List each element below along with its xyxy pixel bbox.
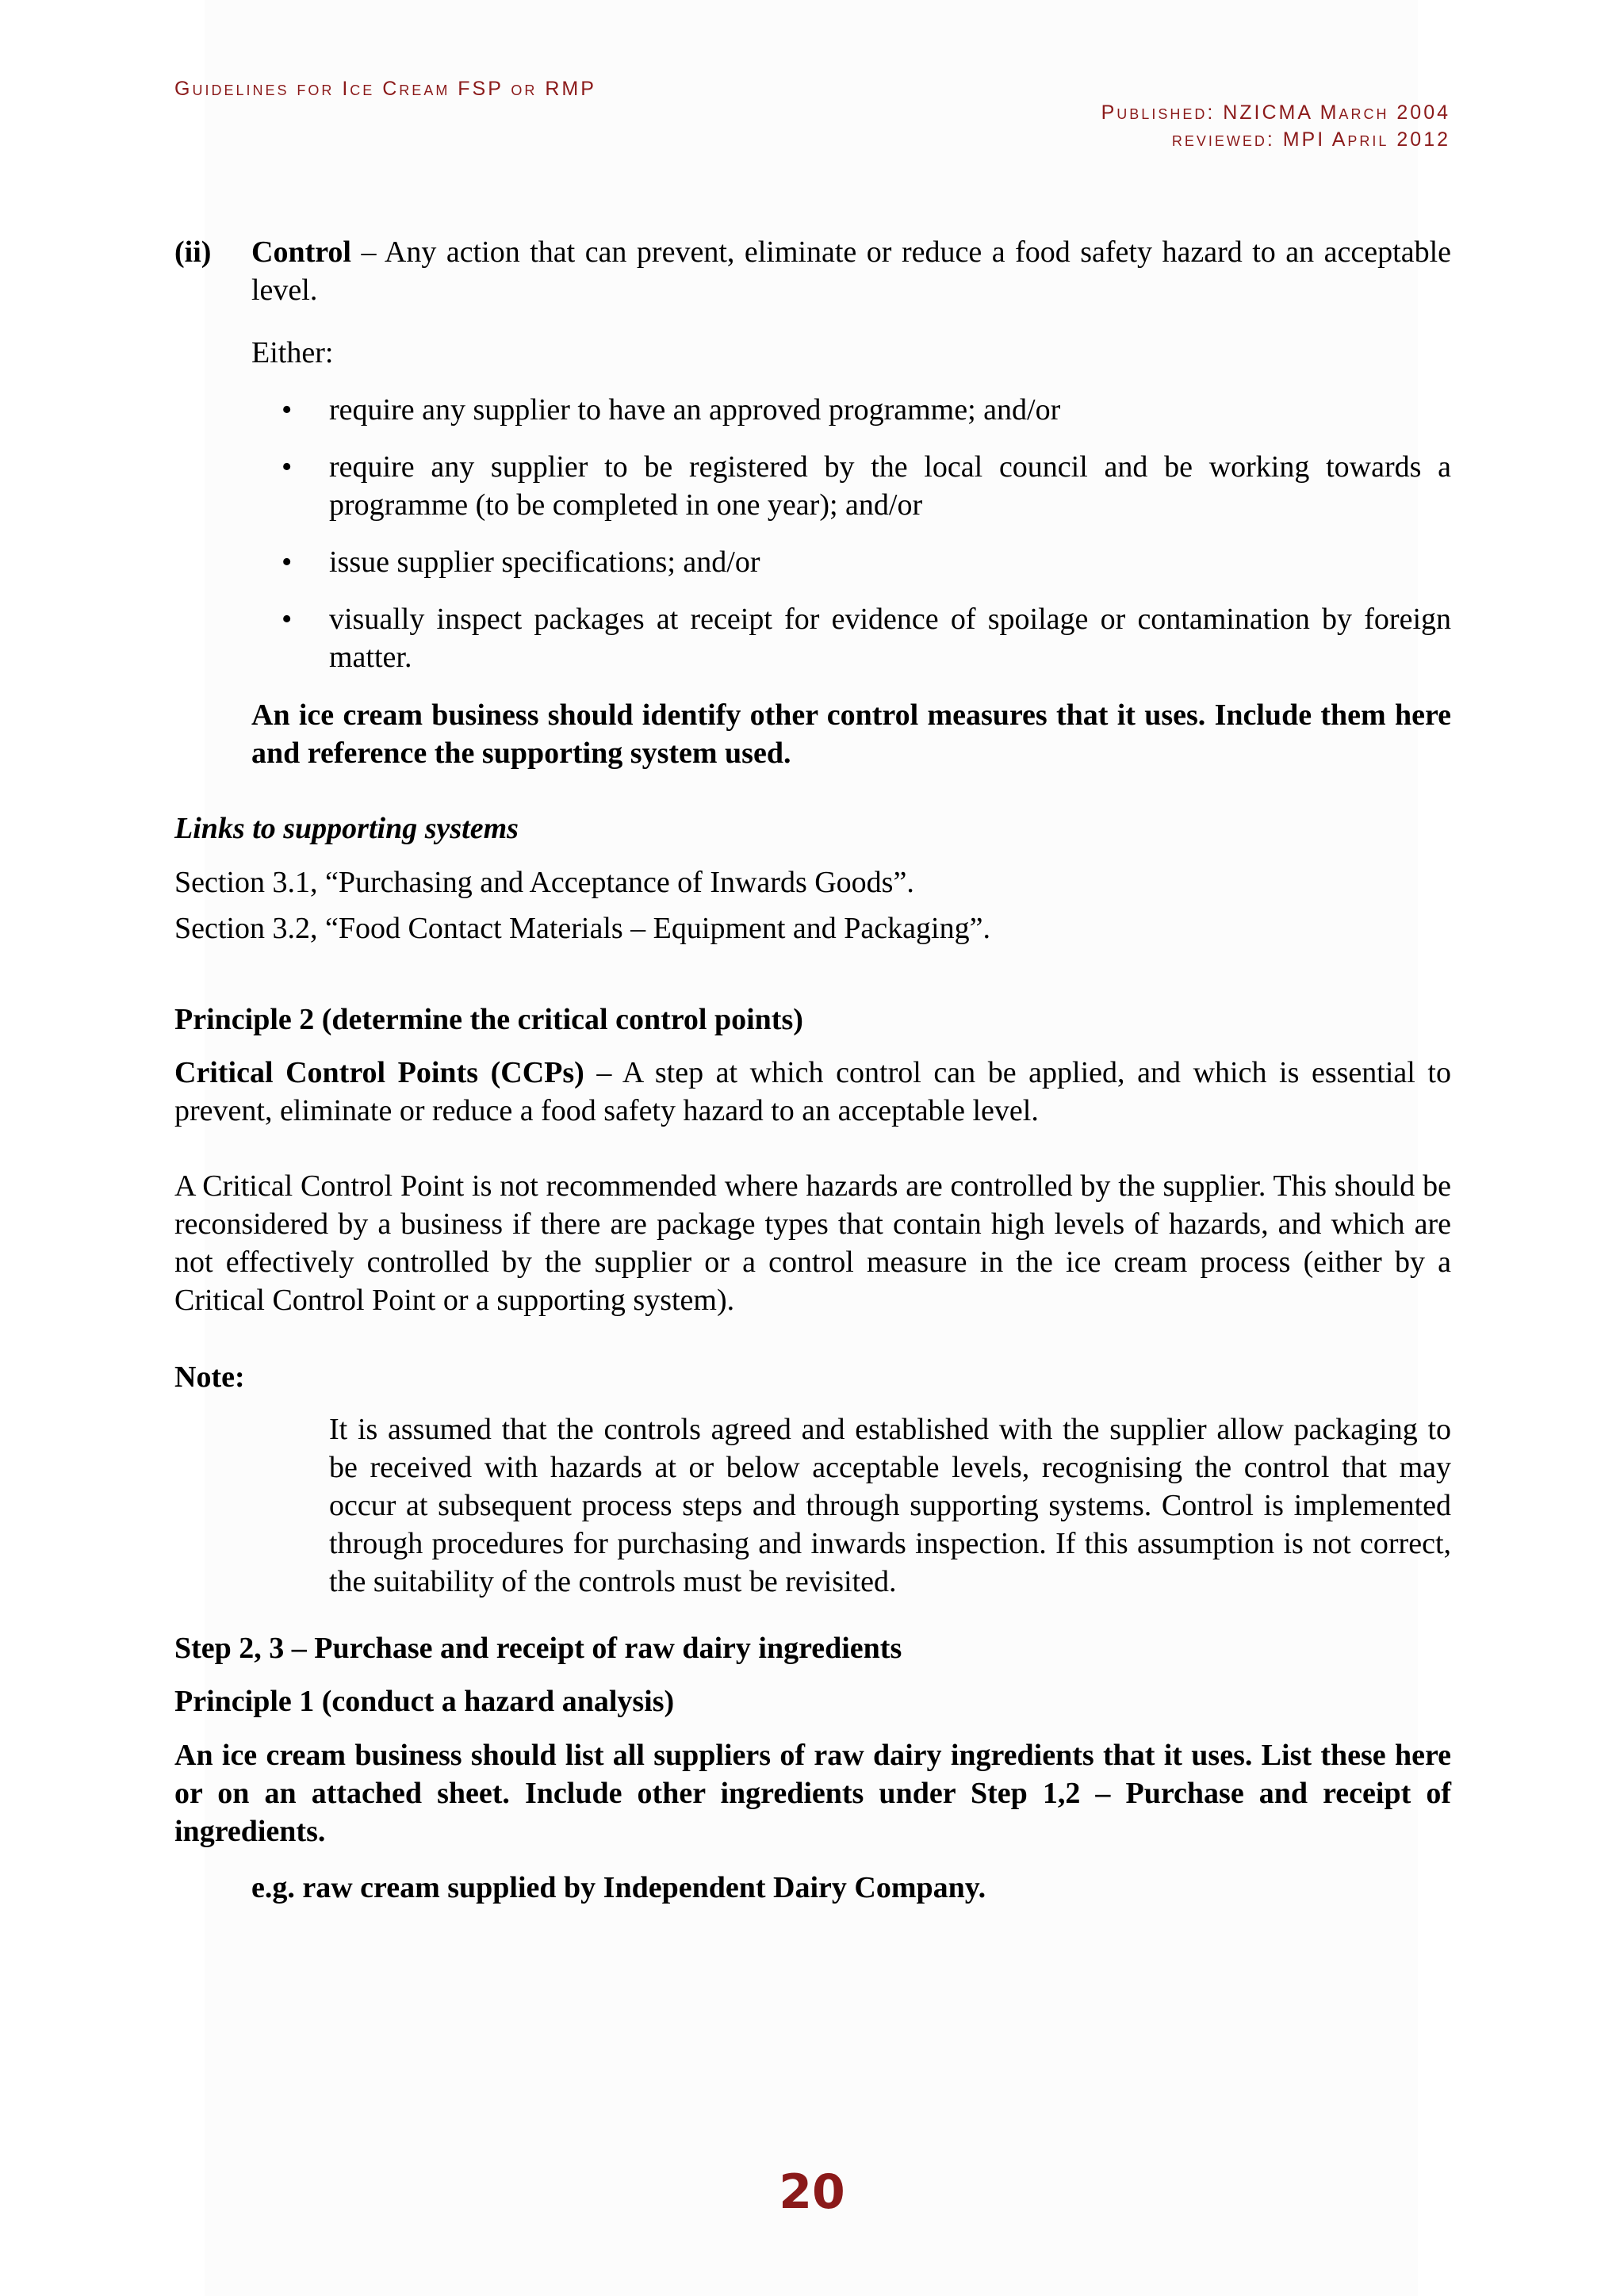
link-section-3-1: Section 3.1, “Purchasing and Acceptance of Inwards Goods”. (174, 866, 914, 899)
page-number: 20 (779, 2164, 845, 2220)
links-heading: Links to supporting systems (174, 812, 519, 845)
ccp-recommendation: A Critical Control Point is not recommended where hazards are controlled by the supplier. This should be reconsidered by a business if there are package types that contain high levels of hazards, and which are not effectively controlled by the supplier or a control measure in the ice cream process (either by a Critical Control Point or a supporting system). (174, 1169, 1451, 1317)
list-item (282, 600, 1451, 676)
list-item (282, 448, 1451, 524)
supplier-example: e.g. raw cream supplied by Independent Dairy Company. (251, 1871, 986, 1904)
control-definition (251, 233, 1451, 309)
control-definition-text: – Any action that can prevent, eliminate or reduce a food safety hazard to an acceptable level. (251, 235, 1451, 307)
ccp-term: Critical Control Points (CCPs) (174, 1056, 584, 1089)
list-item (282, 543, 1451, 581)
note-text: It is assumed that the controls agreed and established with the supplier allow packaging to be received with hazards at or below acceptable levels, recognising the control that may occur at subsequent process steps and through supporting systems. Control is implemented through procedures for purchasing and inwards inspection. If this assumption is not correct, the suitability of the controls must be revisited. (329, 1413, 1451, 1598)
ccp-definition-text: – A step at which control can be applied, and which is essential to prevent, eliminate or reduce a food safety hazard to an acceptable level. (174, 1056, 1451, 1127)
bullet-icon: • (282, 393, 293, 427)
note-heading: Note: (174, 1360, 245, 1394)
list-item-text: require any supplier to be registered by the local council and be working towards a programme (to be completed in one year); and/or (329, 450, 1451, 522)
identify-control-measures-note: An ice cream business should identify other control measures that it uses. Include them here and reference the supporting system used. (251, 698, 1451, 770)
bullet-icon: • (282, 603, 293, 636)
list-suppliers-instruction: An ice cream business should list all suppliers of raw dairy ingredients that it uses. List these here or on an attached sheet. Include other ingredients under Step 1,2 – Purchase and receipt of ingredients. (174, 1739, 1451, 1848)
bullet-icon: • (282, 450, 293, 484)
bullet-icon: • (282, 545, 293, 579)
principle-1-heading: Principle 1 (conduct a hazard analysis) (174, 1685, 675, 1718)
principle-2-heading: Principle 2 (determine the critical control points) (174, 1003, 803, 1036)
page-background (205, 0, 1418, 2296)
running-header-title: Guidelines for Ice Cream FSP or RMP (174, 78, 596, 100)
list-item-text: require any supplier to have an approved programme; and/or (329, 393, 1061, 427)
control-options-list (282, 391, 1451, 695)
ccp-definition (174, 1054, 1451, 1130)
running-header-reviewed: reviewed: MPI April 2012 (1171, 128, 1450, 151)
running-header-published: Published: NZICMA March 2004 (1101, 101, 1450, 124)
list-item (282, 391, 1451, 429)
control-term: Control (251, 235, 351, 269)
link-section-3-2: Section 3.2, “Food Contact Materials – Equipment and Packaging”. (174, 912, 990, 945)
list-item-text: issue supplier specifications; and/or (329, 545, 760, 579)
either-label: Either: (251, 336, 334, 369)
item-label-ii: (ii) (174, 235, 212, 269)
step-2-3-heading: Step 2, 3 – Purchase and receipt of raw dairy ingredients (174, 1632, 902, 1665)
list-item-text: visually inspect packages at receipt for evidence of spoilage or contamination by foreign matter. (329, 603, 1451, 674)
